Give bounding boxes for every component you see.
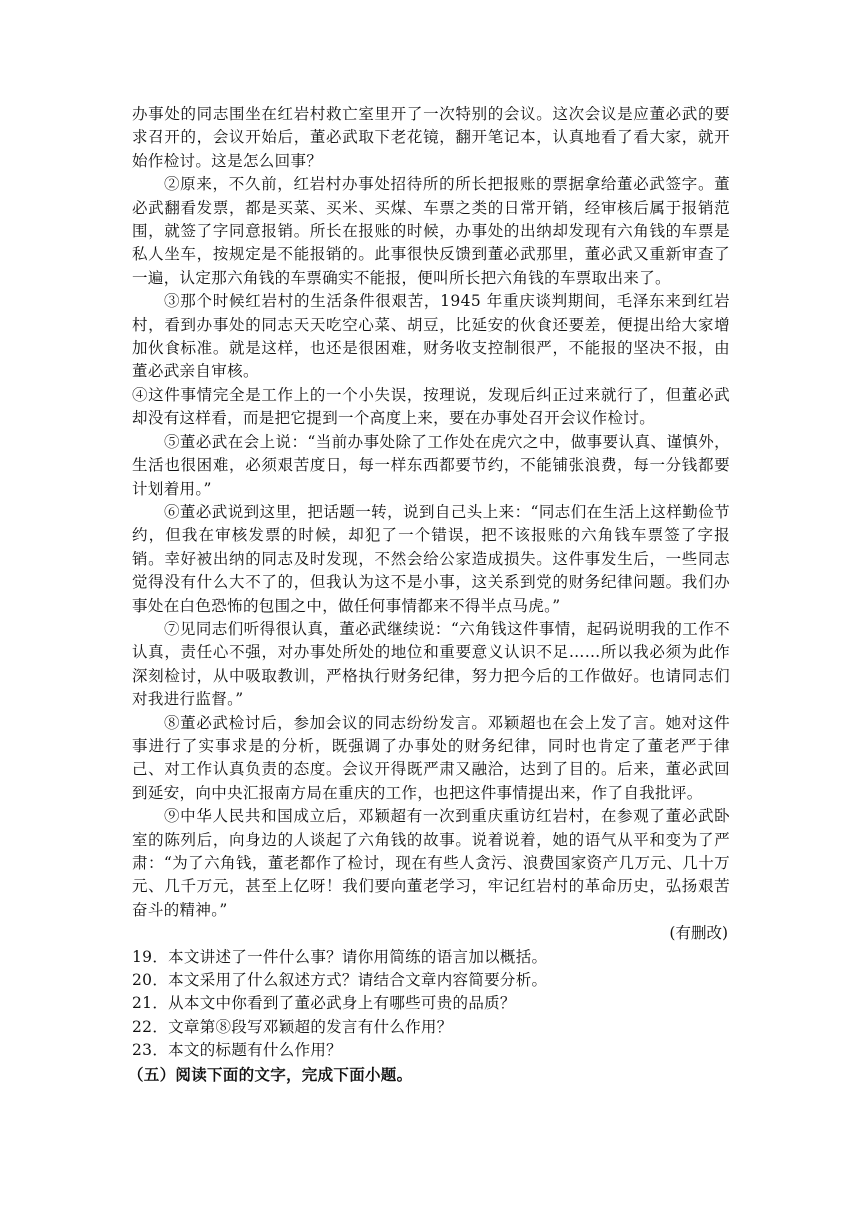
paragraph-4: ④这件事情完全是工作上的一个小失误，按理说，发现后纠正过来就行了，但董必武却没有这样看，而是把它提到一个高度上来，要在办事处召开会议作检讨。 bbox=[132, 385, 730, 428]
section-heading: （五）阅读下面的文字，完成下面小题。 bbox=[128, 1064, 413, 1084]
question-20: 20．本文采用了什么叙述方式？请结合文章内容简要分析。 bbox=[132, 971, 548, 990]
document-page bbox=[128, 103, 730, 1086]
question-21: 21．从本文中你看到了董必武身上有哪些可贵的品质？ bbox=[132, 994, 516, 1013]
question-19: 19．本文讲述了一件什么事？请你用简练的语言加以概括。 bbox=[132, 947, 548, 966]
paragraph-8: ⑧董必武检讨后，参加会议的同志纷纷发言。邓颖超也在会上发了言。她对这件事进行了实事求是的分析，既强调了办事处的财务纪律，同时也肯定了董老严于律己、对工作认真负责的态度。会议开得既严肃又融洽，达到了目的。后来，董必武回到延安，向中央汇报南方局在重庆的工作，也把这件事情提出来，作了自我批评。 bbox=[132, 713, 730, 802]
paragraph-2: ②原来，不久前，红岩村办事处招待所的所长把报账的票据拿给董必武签字。董必武翻看发票，都是买菜、买米、买煤、车票之类的日常开销，经审核后属于报销范围，就签了字同意报销。所长在报账的时候，办事处的出纳却发现有六角钱的车票是私人坐车，按规定是不能报销的。此事很快反馈到董必武那里，董必武又重新审查了一遍，认定那六角钱的车票确实不能报，便叫所长把六角钱的车票取出来了。 bbox=[132, 175, 730, 287]
paragraph-1-continued: 办事处的同志围坐在红岩村救亡室里开了一次特别的会议。这次会议是应董必武的要求召开的，会议开始后，董必武取下老花镜，翻开笔记本，认真地看了看大家，就开始作检讨。这是怎么回事？ bbox=[132, 105, 730, 170]
paragraph-3: ③那个时候红岩村的生活条件很艰苦，1945 年重庆谈判期间，毛泽东来到红岩村，看到办事处的同志天天吃空心菜、胡豆，比延安的伙食还要差，便提出给大家增加伙食标准。就是这样，也还是很困难，财务收支控制很严，不能报的坚决不报，由董必武亲自审核。 bbox=[132, 292, 730, 381]
paragraph-5: ⑤董必武在会上说：“当前办事处除了工作处在虎穴之中，做事要认真、谨慎外，生活也很困难，必须艰苦度日，每一样东西都要节约，不能铺张浪费，每一分钱都要计划着用。” bbox=[132, 432, 730, 498]
question-23: 23．本文的标题有什么作用？ bbox=[132, 1041, 342, 1060]
edit-note: (有删改) bbox=[669, 924, 728, 943]
question-22: 22．文章第⑧段写邓颖超的发言有什么作用？ bbox=[132, 1017, 453, 1036]
paragraph-7: ⑦见同志们听得很认真，董必武继续说：“六角钱这件事情，起码说明我的工作不认真，责任心不强，对办事处所处的地位和重要意义认识不足……所以我必须为此作深刻检讨，从中吸取教训，严格执行财务纪律，努力把今后的工作做好。也请同志们对我进行监督。” bbox=[132, 619, 730, 709]
paragraph-9: ⑨中华人民共和国成立后，邓颖超有一次到重庆重访红岩村，在参观了董必武卧室的陈列后，向身边的人谈起了六角钱的故事。说着说着，她的语气从平和变为了严肃：“为了六角钱，董老都作了检讨，现在有些人贪污、浪费国家资产几万元、几十万元、几千万元，甚至上亿呀！我们要向董老学习，牢记红岩村的革命历史，弘扬艰苦奋斗的精神。” bbox=[132, 807, 730, 919]
paragraph-6: ⑥董必武说到这里，把话题一转，说到自己头上来：“同志们在生活上这样勤俭节约，但我在审核发票的时候，却犯了一个错误，把不该报账的六角钱车票签了字报销。幸好被出纳的同志及时发现，不然会给公家造成损失。这件事发生后，一些同志觉得没有什么大不了的，但我认为这不是小事，这关系到党的财务纪律问题。我们办事处在白色恐怖的包围之中，做任何事情都来不得半点马虎。” bbox=[132, 502, 730, 615]
